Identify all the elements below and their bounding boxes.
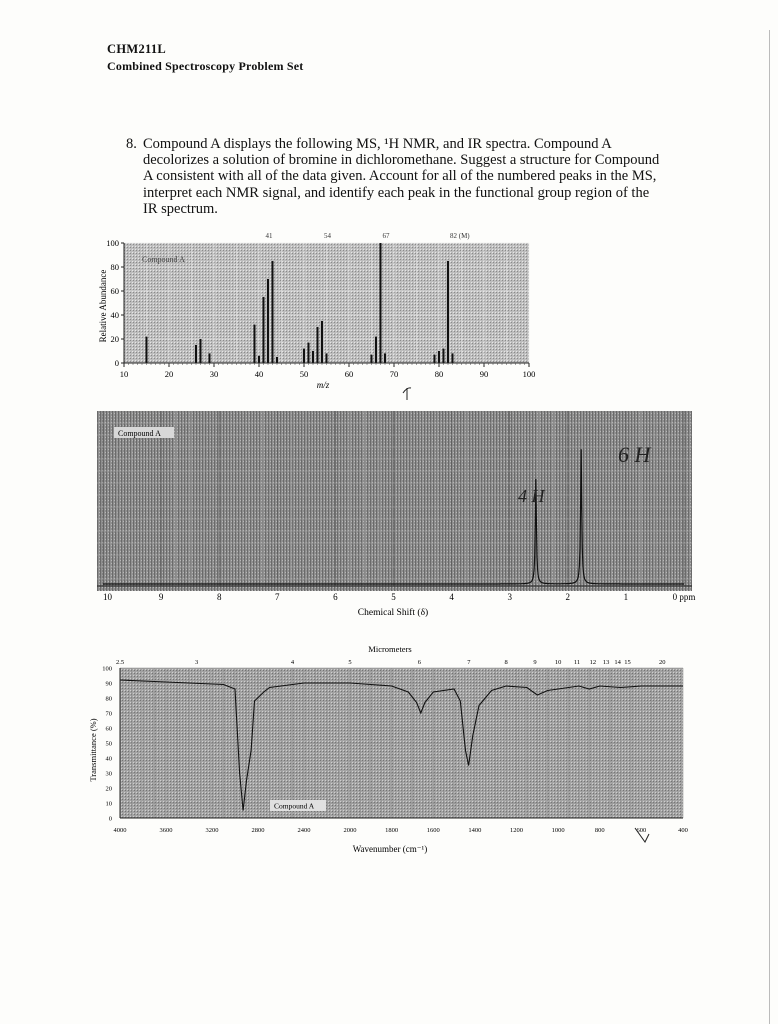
- nmr-x-tick-label: 9: [158, 592, 164, 602]
- ir-x-tick-label: 2000: [343, 827, 357, 834]
- ms-y-tick-label: 80: [110, 262, 119, 272]
- ms-x-ticks: [120, 363, 536, 379]
- ms-x-tick-label: 60: [344, 369, 354, 379]
- ir-top-tick-label: 11: [573, 659, 581, 666]
- ir-top-tick-label: 13: [602, 659, 610, 666]
- ms-x-tick-label: 30: [209, 369, 219, 379]
- ir-x-tick-label: 600: [636, 827, 647, 834]
- ir-top-tick-label: 10: [554, 659, 562, 666]
- nmr-annotation-6h: 6 H: [618, 442, 651, 467]
- ms-x-tick-label: 50: [299, 369, 309, 379]
- ir-y-ticks: [102, 666, 112, 823]
- ir-y-tick-label: 70: [105, 710, 112, 718]
- ir-x-tick-label: 800: [594, 827, 605, 834]
- ir-x-tick-label: 3600: [159, 827, 173, 834]
- ms-peak-label: 41: [265, 232, 273, 240]
- ms-peak-labels: [266, 232, 471, 240]
- ms-y-axis-label: Relative Abundance: [98, 269, 108, 343]
- ir-top-tick-label: 4: [290, 659, 295, 666]
- ir-x-tick-label: 1000: [551, 827, 565, 834]
- ms-x-tick-label: 90: [479, 369, 489, 379]
- nmr-compound-label: Compound A: [118, 429, 161, 438]
- nmr-x-tick-label: 3: [507, 592, 512, 602]
- ir-y-tick-label: 30: [105, 770, 112, 778]
- ir-y-tick-label: 20: [105, 785, 112, 793]
- ir-y-axis-label: Transmittance (%): [88, 718, 98, 782]
- ir-top-axis-label: Micrometers: [368, 644, 412, 654]
- ir-x-ticks: [114, 827, 688, 834]
- ms-x-axis-label: m/z: [316, 380, 330, 390]
- nmr-x-tick-label: 8: [216, 592, 222, 602]
- ir-compound-label: Compound A: [274, 801, 315, 811]
- nmr-spectrum-chart: [88, 406, 700, 618]
- ir-top-tick-label: 14: [614, 659, 621, 666]
- ir-x-tick-label: 2800: [251, 827, 265, 834]
- ir-top-tick-label: 9: [533, 659, 537, 666]
- ms-x-tick-label: 80: [434, 369, 444, 379]
- ir-top-ticks: [116, 659, 666, 666]
- ms-x-tick-label: 40: [254, 369, 264, 379]
- ms-y-tick-label: 60: [110, 286, 119, 296]
- ir-top-tick-label: 2.5: [115, 659, 125, 666]
- nmr-plot-background: [97, 411, 692, 591]
- ir-top-tick-label: 8: [504, 659, 508, 666]
- page-edge-line: [769, 30, 770, 1024]
- problem-set-title: Combined Spectroscopy Problem Set: [107, 59, 304, 73]
- ir-x-axis-label: Wavenumber (cm⁻¹): [352, 844, 428, 854]
- ir-x-tick-label: 400: [678, 827, 688, 834]
- ms-y-tick-label: 40: [110, 310, 119, 320]
- nmr-x-tick-label: 0 ppm: [672, 592, 696, 602]
- ir-y-tick-label: 0: [108, 815, 112, 823]
- nmr-x-tick-label: 10: [103, 592, 112, 602]
- ir-x-tick-label: 1600: [426, 827, 440, 834]
- ms-y-ticks: [106, 238, 124, 368]
- ir-y-tick-label: 100: [102, 665, 112, 673]
- course-code: CHM211L: [107, 42, 167, 56]
- ms-x-tick-label: 10: [119, 369, 129, 379]
- ir-y-tick-label: 90: [105, 680, 112, 688]
- ms-compound-label: Compound A: [142, 255, 185, 264]
- ir-top-tick-label: 3: [195, 659, 199, 666]
- ms-y-tick-label: 20: [110, 334, 119, 344]
- ir-y-tick-label: 80: [105, 695, 112, 703]
- ir-y-tick-label: 60: [105, 725, 112, 733]
- ir-y-tick-label: 10: [105, 800, 112, 808]
- nmr-x-tick-label: 4: [449, 592, 454, 602]
- ms-peak-label: 82 (M): [450, 232, 470, 240]
- ir-x-tick-label: 1400: [468, 827, 482, 834]
- ms-y-tick-label: 100: [106, 238, 119, 248]
- nmr-x-tick-label: 7: [275, 592, 280, 602]
- ir-x-tick-label: 1800: [385, 827, 399, 834]
- ms-pencil-mark: [403, 388, 411, 400]
- ir-x-tick-label: 4000: [113, 827, 127, 834]
- ir-spectrum-chart: [80, 640, 700, 865]
- ms-x-tick-label: 70: [389, 369, 399, 379]
- nmr-x-tick-label: 1: [623, 592, 629, 602]
- ir-top-tick-label: 5: [348, 659, 352, 666]
- nmr-x-tick-label: 6: [333, 592, 338, 602]
- ir-top-tick-label: 6: [417, 659, 421, 666]
- ir-x-tick-label: 1200: [510, 827, 523, 834]
- ms-x-tick-label: 20: [164, 369, 174, 379]
- nmr-x-ticks: [103, 592, 695, 602]
- ir-x-tick-label: 3200: [205, 827, 219, 834]
- ms-y-tick-label: 0: [114, 358, 119, 368]
- ir-y-tick-label: 40: [105, 755, 112, 763]
- nmr-x-tick-label: 2: [565, 592, 571, 602]
- ir-x-tick-label: 2400: [297, 827, 311, 834]
- nmr-annotation-4h: 4 H: [518, 486, 545, 506]
- nmr-x-axis-label: Chemical Shift (δ): [357, 608, 429, 618]
- ir-top-tick-label: 7: [467, 659, 471, 666]
- nmr-x-tick-label: 5: [391, 592, 396, 602]
- question-number: 8.: [126, 136, 137, 152]
- ms-peak-label: 67: [382, 232, 390, 240]
- ir-top-tick-label: 15: [624, 659, 631, 666]
- ir-y-tick-label: 50: [105, 740, 112, 748]
- mass-spectrum-chart: [85, 232, 555, 410]
- ms-x-tick-label: 100: [522, 369, 536, 379]
- question-text: Compound A displays the following MS, ¹H NMR, and IR spectra. Compound A decolorizes a solution of bromine in dichloromethane. Suggest a structure for Compound A consistent with all of the data given. Account for all of the numbered peaks in the MS, interpret each NMR signal, and identify each peak in the functional group region of the IR spectrum.: [143, 136, 660, 217]
- ms-peak-label: 54: [324, 232, 331, 240]
- ir-top-tick-label: 20: [658, 659, 666, 666]
- ir-top-tick-label: 12: [589, 659, 597, 666]
